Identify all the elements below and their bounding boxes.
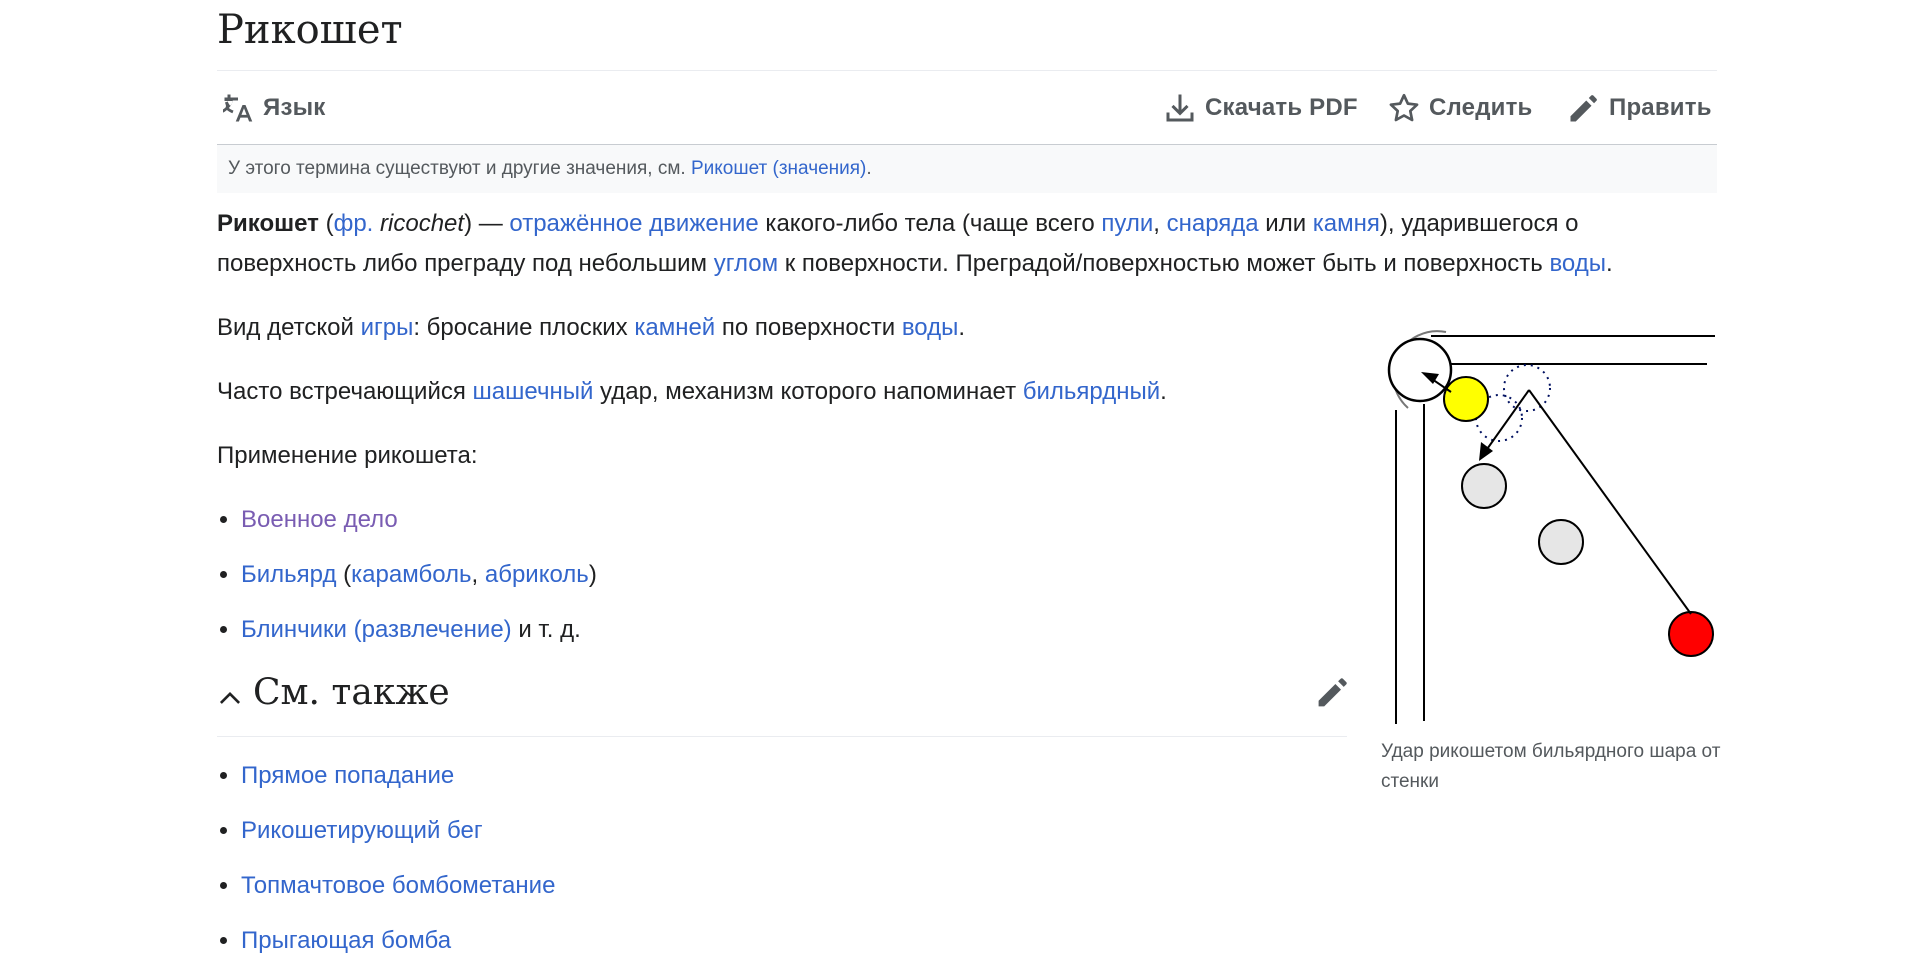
billiards-close: ) (588, 561, 597, 588)
checkers-link[interactable]: шашечный (472, 378, 594, 405)
yellow-ball (1444, 377, 1488, 421)
billiards-link[interactable]: Бильярд (241, 561, 337, 588)
checkers-text-2: удар, механизм которого напоминает (593, 378, 1023, 405)
checkers-paragraph (217, 372, 1167, 412)
stone-link[interactable]: камня (1312, 210, 1380, 237)
pencil-icon (1569, 93, 1599, 123)
games-text-3: по поверхности (715, 314, 902, 341)
list-item (241, 925, 555, 980)
section-edit-icon[interactable] (1317, 676, 1349, 708)
reflected-motion-link[interactable]: отражённое движение (509, 210, 759, 237)
intro-text-4: к поверхности. Преградой/поверхностью может быть и поверхность (778, 250, 1550, 277)
foreign-word: ricochet (380, 210, 465, 237)
uses-intro: Применение рикошета: (217, 442, 478, 469)
water-link[interactable]: воды (1549, 250, 1607, 277)
checkers-text-1: Часто встречающийся (217, 378, 473, 405)
see-also-list (217, 760, 555, 980)
angle-link[interactable]: углом (713, 250, 779, 277)
see-also-link[interactable]: Топмачтовое бомбометание (241, 872, 556, 899)
hatnote-end: . (866, 158, 872, 179)
language-button[interactable] (223, 92, 326, 124)
games-text-1: Вид детской (217, 314, 361, 341)
list-item (241, 614, 597, 669)
see-also-link[interactable]: Прямое попадание (241, 762, 455, 789)
military-link[interactable]: Военное дело (241, 506, 398, 533)
page-title: Рикошет (217, 7, 403, 53)
intro-or: или (1258, 210, 1313, 237)
intro-open-paren: ( (318, 210, 334, 237)
ricochet-figure (1381, 324, 1721, 797)
billiard-ricochet-diagram[interactable] (1381, 324, 1721, 728)
games-paragraph (217, 308, 965, 348)
hatnote-link[interactable]: Рикошет (значения) (690, 158, 867, 179)
ghost-ball (1504, 365, 1550, 411)
download-pdf-label: Скачать PDF (1205, 94, 1358, 121)
list-item (241, 815, 555, 870)
list-item (241, 559, 597, 614)
corner-pocket (1389, 339, 1451, 401)
page-toolbar (217, 72, 1717, 145)
billiards-open: ( (336, 561, 352, 588)
see-also-section-header[interactable] (217, 668, 1347, 737)
billiards-sep: , (471, 561, 485, 588)
watch-button[interactable] (1389, 92, 1533, 124)
checkers-end: . (1160, 378, 1167, 405)
games-text-2: : бросание плоских (413, 314, 635, 341)
french-language-link[interactable]: фр. (333, 210, 374, 237)
red-ball (1669, 612, 1713, 656)
list-item (241, 760, 555, 815)
intro-close-dash: ) — (464, 210, 510, 237)
flat-stones-link[interactable]: камней (634, 314, 716, 341)
intro-text-1: какого-либо тела (чаще всего (758, 210, 1102, 237)
watch-label: Следить (1429, 94, 1533, 121)
bullet-link[interactable]: пули (1101, 210, 1154, 237)
rebound-path (1485, 390, 1529, 452)
hatnote (217, 145, 1717, 193)
games-end: . (958, 314, 966, 341)
chevron-up-icon[interactable] (217, 686, 243, 712)
grey-ball (1539, 520, 1583, 564)
games-water-link[interactable]: воды (901, 314, 959, 341)
shell-link[interactable]: снаряда (1166, 210, 1259, 237)
download-pdf-button[interactable] (1165, 92, 1358, 124)
language-icon (223, 93, 253, 123)
cue-path (1529, 390, 1691, 614)
intro-term: Рикошет (217, 210, 319, 237)
stone-skipping-link[interactable]: Блинчики (развлечение) (241, 616, 512, 643)
intro-end: . (1606, 250, 1613, 277)
edit-label: Править (1609, 94, 1712, 121)
figure-caption: Удар рикошетом бильярдного шара от стенки (1381, 741, 1721, 792)
abricol-link[interactable]: абриколь (484, 561, 589, 588)
star-icon (1389, 93, 1419, 123)
grey-ball (1462, 464, 1506, 508)
games-link[interactable]: игры (360, 314, 414, 341)
etc-text: и т. д. (511, 616, 581, 643)
download-icon (1165, 93, 1195, 123)
intro-paragraph (217, 204, 1613, 284)
edit-page-button[interactable] (1569, 92, 1712, 124)
billiard-link[interactable]: бильярдный (1022, 378, 1161, 405)
hatnote-text: У этого термина существуют и другие значения, см. (228, 158, 691, 179)
see-also-heading: См. также (253, 672, 450, 713)
uses-list (217, 504, 597, 669)
title-divider (217, 70, 1717, 71)
list-item (241, 504, 597, 559)
see-also-link[interactable]: Прыгающая бомба (241, 927, 452, 954)
intro-text-2: ), ударившегося о (1379, 210, 1579, 237)
intro-text-3: поверхность либо преграду под небольшим (217, 250, 714, 277)
list-item (241, 870, 555, 925)
intro-comma: , (1153, 210, 1167, 237)
carom-link[interactable]: карамболь (351, 561, 472, 588)
see-also-link[interactable]: Рикошетирующий бег (241, 817, 483, 844)
language-label: Язык (263, 94, 326, 121)
